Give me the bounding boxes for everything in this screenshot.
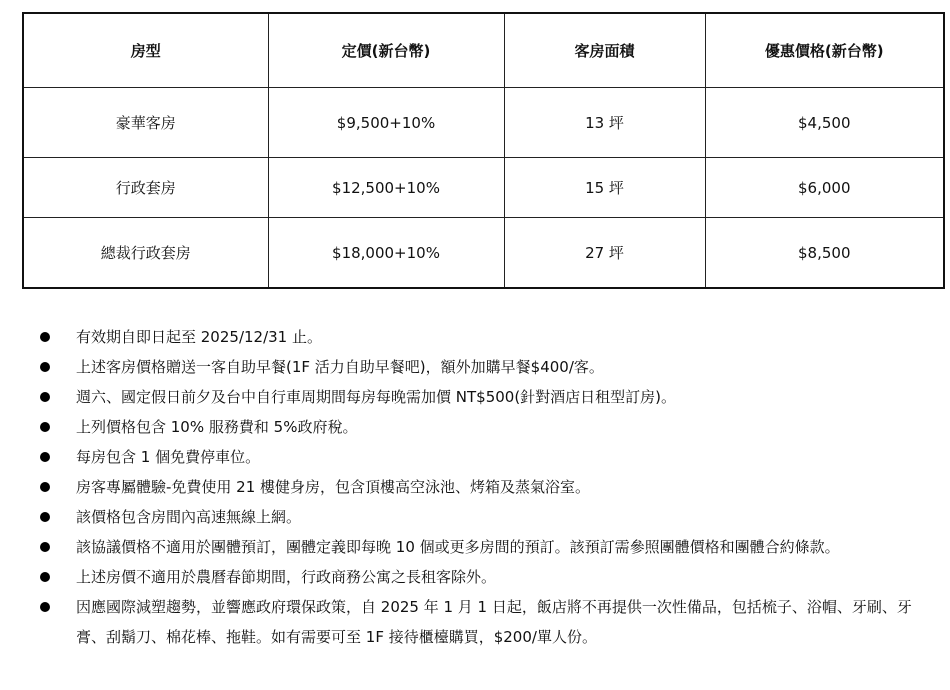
list-item [40, 592, 935, 652]
list-item [40, 472, 935, 502]
cell-discount-price: $6,000 [705, 158, 944, 218]
table-row [23, 218, 944, 289]
room-rate-table [22, 12, 945, 289]
list-item [40, 382, 935, 412]
cell-list-price: $12,500+10% [268, 158, 504, 218]
list-item [40, 322, 935, 352]
note-text: 該協議價格不適用於團體預訂，團體定義即每晚 10 個或更多房間的預訂。該預訂需參照團體價格和團體合約條款。 [76, 538, 840, 556]
bullet-icon [40, 542, 50, 552]
note-text: 上述客房價格贈送一客自助早餐(1F 活力自助早餐吧)，額外加購早餐$400/客。 [76, 358, 604, 376]
note-text: 因應國際減塑趨勢，並響應政府環保政策，自 2025 年 1 月 1 日起，飯店將不再提供一次性備品，包括梳子、浴帽、牙刷、牙膏、刮鬍刀、棉花棒、拖鞋。如有需要可至 1F 接待櫃檯購買，$200/單人份。 [76, 598, 912, 646]
bullet-icon [40, 332, 50, 342]
cell-discount-price: $4,500 [705, 88, 944, 158]
bullet-icon [40, 512, 50, 522]
list-item [40, 502, 935, 532]
list-item [40, 442, 935, 472]
cell-room-area: 27 坪 [504, 218, 705, 289]
terms-list [40, 322, 935, 652]
note-text: 房客專屬體驗-免費使用 21 樓健身房，包含頂樓高空泳池、烤箱及蒸氣浴室。 [76, 478, 591, 496]
bullet-icon [40, 572, 50, 582]
bullet-icon [40, 602, 50, 612]
note-text: 每房包含 1 個免費停車位。 [76, 448, 261, 466]
note-text: 上述房價不適用於農曆春節期間，行政商務公寓之長租客除外。 [76, 568, 497, 586]
list-item [40, 412, 935, 442]
bullet-icon [40, 482, 50, 492]
cell-list-price: $9,500+10% [268, 88, 504, 158]
cell-room-type: 總裁行政套房 [23, 218, 268, 289]
bullet-icon [40, 392, 50, 402]
header-discount-price: 優惠價格(新台幣) [705, 13, 944, 88]
table-row [23, 158, 944, 218]
cell-room-type: 行政套房 [23, 158, 268, 218]
note-text: 上列價格包含 10% 服務費和 5%政府稅。 [76, 418, 358, 436]
list-item [40, 532, 935, 562]
header-room-type: 房型 [23, 13, 268, 88]
cell-discount-price: $8,500 [705, 218, 944, 289]
list-item [40, 562, 935, 592]
header-list-price: 定價(新台幣) [268, 13, 504, 88]
note-text: 週六、國定假日前夕及台中自行車周期間每房每晚需加價 NT$500(針對酒店日租型訂房)。 [76, 388, 677, 406]
cell-list-price: $18,000+10% [268, 218, 504, 289]
header-room-area: 客房面積 [504, 13, 705, 88]
cell-room-type: 豪華客房 [23, 88, 268, 158]
bullet-icon [40, 452, 50, 462]
note-text: 該價格包含房間內高速無線上網。 [76, 508, 302, 526]
table-row [23, 88, 944, 158]
cell-room-area: 15 坪 [504, 158, 705, 218]
table-header-row [23, 13, 944, 88]
note-text: 有效期自即日起至 2025/12/31 止。 [76, 328, 322, 346]
bullet-icon [40, 422, 50, 432]
bullet-icon [40, 362, 50, 372]
cell-room-area: 13 坪 [504, 88, 705, 158]
list-item [40, 352, 935, 382]
